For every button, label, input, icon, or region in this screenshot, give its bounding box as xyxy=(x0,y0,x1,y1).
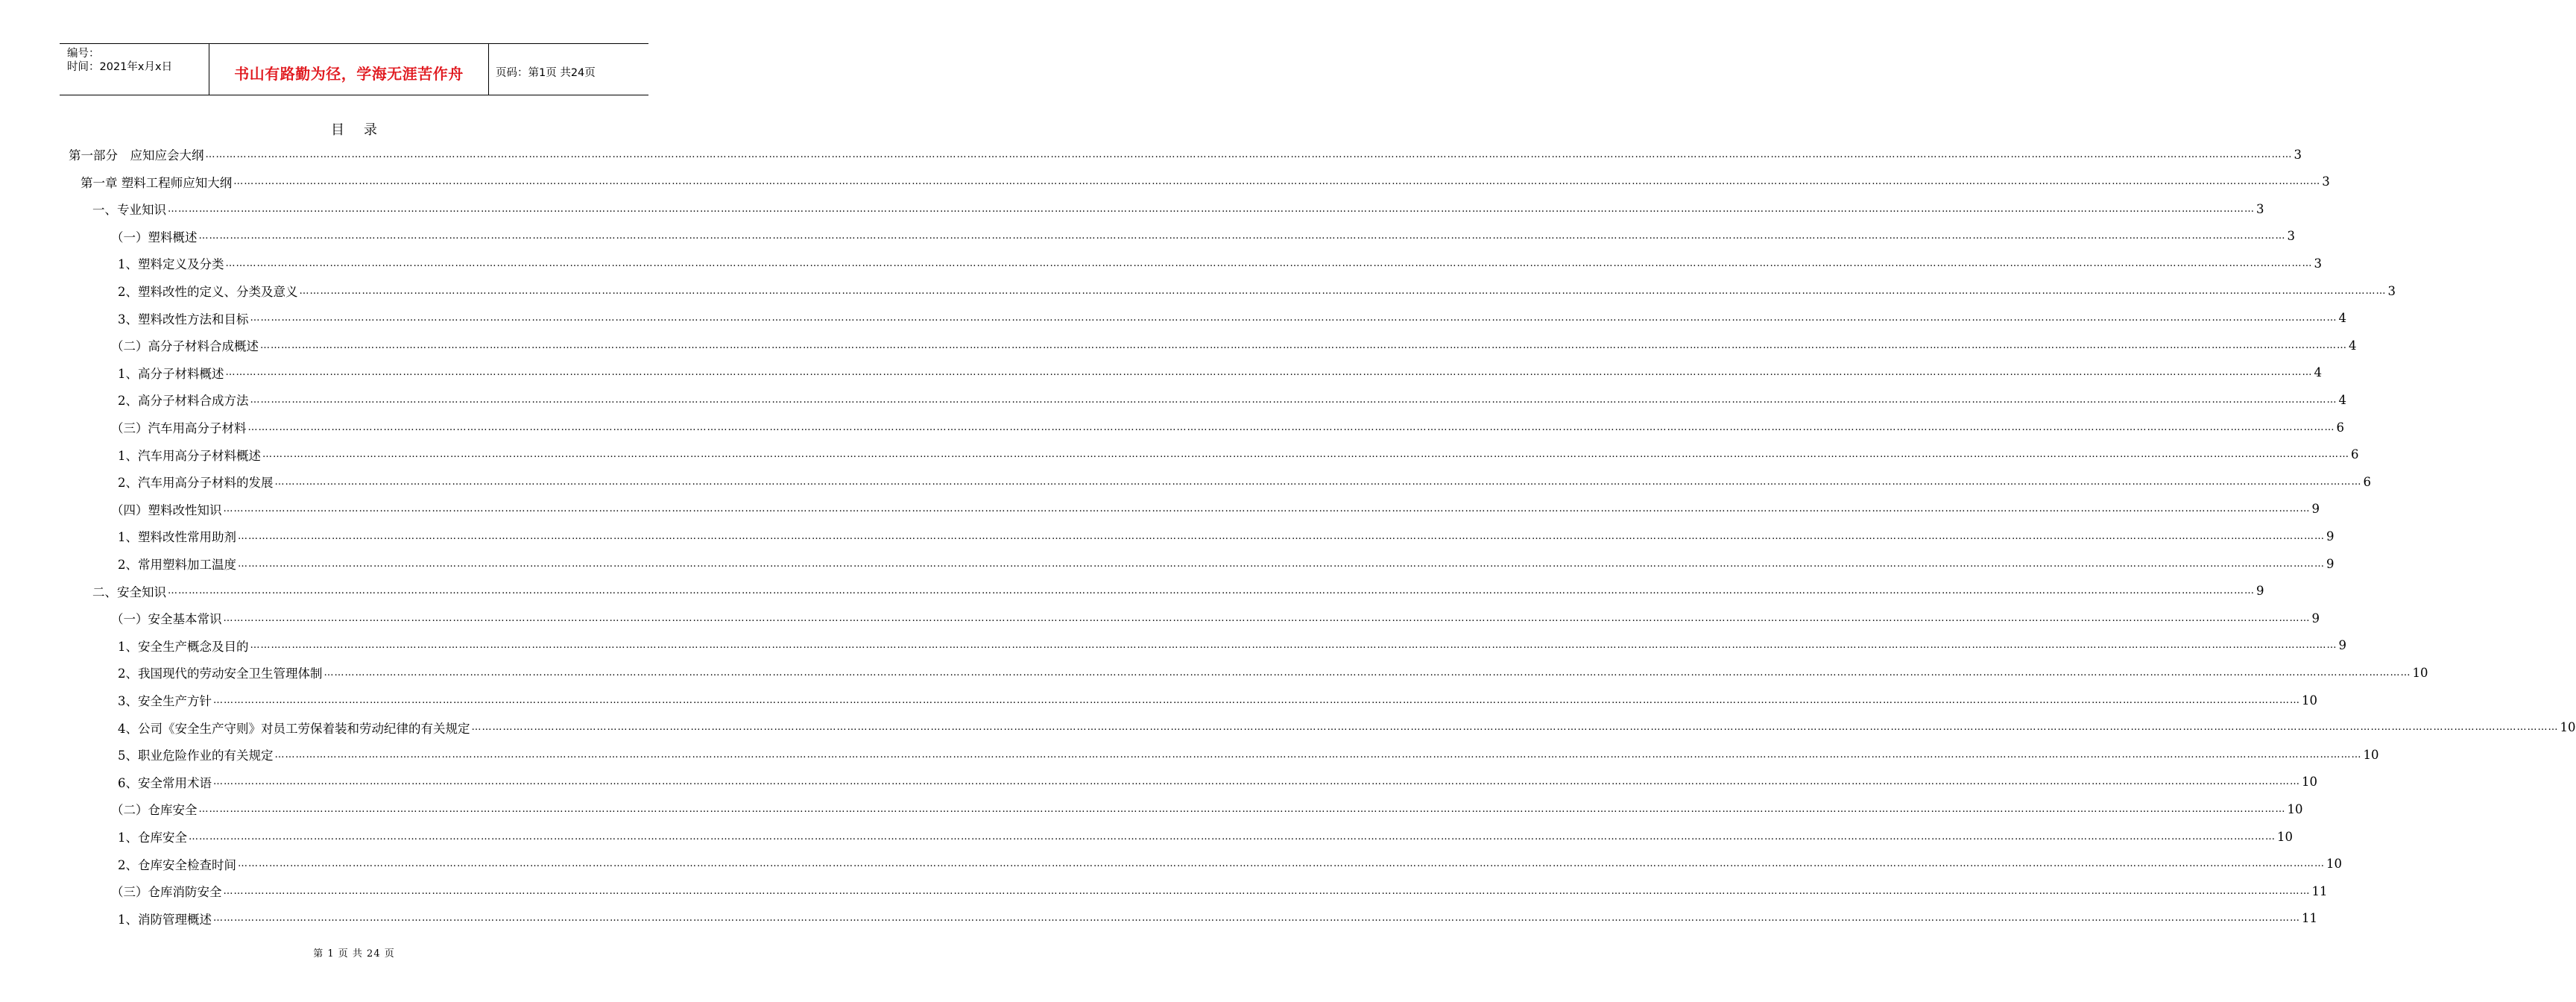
toc-entry-title: 3、塑料改性方法和目标 xyxy=(118,312,249,327)
toc-entry-page: 10 xyxy=(2302,775,2317,790)
header-page-info: 页码：第1页 共24页 xyxy=(496,67,596,79)
toc-entry-title: 2、塑料改性的定义、分类及意义 xyxy=(118,285,298,299)
toc-entry-page: 11 xyxy=(2302,911,2317,926)
toc-entry[interactable] xyxy=(111,607,2320,629)
toc-entry[interactable] xyxy=(118,470,2371,493)
toc-entry-title: 1、塑料定义及分类 xyxy=(118,257,224,272)
toc-entry-page: 6 xyxy=(2336,420,2344,435)
toc-entry[interactable] xyxy=(118,743,2379,766)
toc-leader-dots: …………………………………………………………………………………………………………………………………………………………………………………………………………………………………………………………………………………………………………………………………………………………………………………………………………………………………………………………………………………………………………………………………………………… xyxy=(238,558,2325,570)
toc-entry-title: 1、消防管理概述 xyxy=(118,912,212,927)
toc-entry-page: 10 xyxy=(2326,857,2342,872)
toc-entry-page: 9 xyxy=(2311,611,2320,626)
toc-entry-title: 4、公司《安全生产守则》对员工劳保着装和劳动纪律的有关规定 xyxy=(118,721,470,736)
toc-entry-title: 3、安全生产方针 xyxy=(118,694,212,708)
toc-title: 目录 xyxy=(331,122,397,138)
toc-entry-title: （二）仓库安全 xyxy=(111,803,198,818)
toc-entry-page: 4 xyxy=(2349,338,2357,353)
toc-entry[interactable] xyxy=(118,307,2346,330)
toc-entry-title: （四）塑料改性知识 xyxy=(111,502,222,517)
toc-leader-dots: …………………………………………………………………………………………………………………………………………………………………………………………………………………………………………………………………………………………………………………………………………………………………………………………………………………………………………………………………………………………………………………………………………………… xyxy=(323,667,2411,678)
toc-leader-dots: …………………………………………………………………………………………………………………………………………………………………………………………………………………………………………………………………………………………………………………………………………………………………………………………………………………………………………………………………………………………………………………………………………………… xyxy=(247,421,2335,433)
toc-entry-title: 2、高分子材料合成方法 xyxy=(118,394,249,409)
toc-leader-dots: …………………………………………………………………………………………………………………………………………………………………………………………………………………………………………………………………………………………………………………………………………………………………………………………………………………………………………………………………………………………………………………………………………………… xyxy=(250,640,2337,652)
toc-entry-page: 10 xyxy=(2560,720,2576,735)
header-page-cell xyxy=(488,44,648,95)
toc-entry[interactable] xyxy=(118,362,2322,384)
toc-entry-title: （一）安全基本常识 xyxy=(111,612,222,627)
toc-leader-dots: …………………………………………………………………………………………………………………………………………………………………………………………………………………………………………………………………………………………………………………………………………………………………………………………………………………………………………………………………………………………………………………………………………………… xyxy=(225,257,2313,269)
header-motto: 书山有路勤为径，学海无涯苦作舟 xyxy=(234,65,464,83)
toc-entry-title: 2、仓库安全检查时间 xyxy=(118,857,236,872)
toc-leader-dots: …………………………………………………………………………………………………………………………………………………………………………………………………………………………………………………………………………………………………………………………………………………………………………………………………………………………………………………………………………………………………………………………………………………… xyxy=(233,176,2321,188)
toc-entry-title: 1、仓库安全 xyxy=(118,831,187,845)
toc-entry[interactable] xyxy=(92,198,2264,220)
document-header xyxy=(60,43,648,95)
toc-leader-dots: …………………………………………………………………………………………………………………………………………………………………………………………………………………………………………………………………………………………………………………………………………………………………………………………………………………………………………………………………………………………………………………………………………………… xyxy=(213,913,2300,924)
toc-entry[interactable] xyxy=(111,225,2295,248)
toc-entry-page: 6 xyxy=(2363,474,2371,489)
toc-entry-page: 10 xyxy=(2302,693,2317,708)
toc-entry-page: 3 xyxy=(2387,283,2396,298)
toc-entry[interactable] xyxy=(118,689,2317,711)
toc-entry[interactable] xyxy=(111,880,2328,902)
toc-leader-dots: …………………………………………………………………………………………………………………………………………………………………………………………………………………………………………………………………………………………………………………………………………………………………………………………………………………………………………………………………………………………………………………………………………………… xyxy=(274,476,2362,488)
toc-entry-title: 2、我国现代的劳动安全卫生管理体制 xyxy=(118,667,323,681)
toc-entry[interactable] xyxy=(118,634,2346,657)
toc-entry-page: 9 xyxy=(2326,556,2334,571)
toc-entry-page: 10 xyxy=(2363,747,2379,762)
toc-entry-title: （一）塑料概述 xyxy=(111,230,198,245)
toc-entry[interactable] xyxy=(111,334,2357,356)
toc-entry-page: 3 xyxy=(2256,201,2264,216)
toc-entry-page: 10 xyxy=(2277,829,2293,844)
toc-entry-title: 6、安全常用术语 xyxy=(118,775,212,790)
toc-leader-dots: …………………………………………………………………………………………………………………………………………………………………………………………………………………………………………………………………………………………………………………………………………………………………………………………………………………………………………………………………………………………………………………………………………………… xyxy=(168,585,2255,597)
toc-entry-title: 5、职业危险作业的有关规定 xyxy=(118,749,274,763)
toc-entry[interactable] xyxy=(118,525,2334,547)
toc-entry-page: 11 xyxy=(2311,883,2328,898)
toc-entry[interactable] xyxy=(118,853,2342,875)
toc-entry-title: 1、安全生产概念及目的 xyxy=(118,639,249,654)
toc-leader-dots: …………………………………………………………………………………………………………………………………………………………………………………………………………………………………………………………………………………………………………………………………………………………………………………………………………………………………………………………………………………………………………………………………………………… xyxy=(260,339,2347,351)
toc-entry-page: 3 xyxy=(2287,229,2295,244)
toc-leader-dots: …………………………………………………………………………………………………………………………………………………………………………………………………………………………………………………………………………………………………………………………………………………………………………………………………………………………………………………………………………………………………………………………………………………… xyxy=(471,722,2559,734)
toc-entry-page: 3 xyxy=(2294,147,2302,162)
toc-entry-page: 10 xyxy=(2287,801,2303,816)
toc-leader-dots: …………………………………………………………………………………………………………………………………………………………………………………………………………………………………………………………………………………………………………………………………………………………………………………………………………………………………………………………………………………………………………………………………………………… xyxy=(250,394,2337,406)
toc-entry[interactable] xyxy=(118,716,2576,739)
toc-entry-title: 1、塑料改性常用助剂 xyxy=(118,530,236,545)
toc-entry-title: 1、汽车用高分子材料概述 xyxy=(118,448,261,463)
toc-entry-title: 1、高分子材料概述 xyxy=(118,366,224,381)
toc-leader-dots: …………………………………………………………………………………………………………………………………………………………………………………………………………………………………………………………………………………………………………………………………………………………………………………………………………………………………………………………………………………………………………………………………………………… xyxy=(223,612,2311,624)
toc-leader-dots: …………………………………………………………………………………………………………………………………………………………………………………………………………………………………………………………………………………………………………………………………………………………………………………………………………………………………………………………………………………………………………………………………………………… xyxy=(213,776,2300,788)
toc-leader-dots: …………………………………………………………………………………………………………………………………………………………………………………………………………………………………………………………………………………………………………………………………………………………………………………………………………………………………………………………………………………………………………………………………………………… xyxy=(238,858,2325,870)
toc-leader-dots: …………………………………………………………………………………………………………………………………………………………………………………………………………………………………………………………………………………………………………………………………………………………………………………………………………………………………………………………………………………………………………………………………………………… xyxy=(198,230,2286,242)
toc-entry[interactable] xyxy=(118,444,2359,466)
toc-entry[interactable] xyxy=(118,825,2293,848)
toc-entry[interactable] xyxy=(118,252,2322,274)
toc-entry-title: 二、安全知识 xyxy=(92,584,166,599)
toc-entry[interactable] xyxy=(118,661,2428,684)
toc-entry-title: 第一章 塑料工程师应知大纲 xyxy=(80,175,233,190)
toc-entry-page: 4 xyxy=(2338,392,2346,407)
toc-leader-dots: …………………………………………………………………………………………………………………………………………………………………………………………………………………………………………………………………………………………………………………………………………………………………………………………………………………………………………………………………………………………………………………………………………………… xyxy=(223,885,2311,897)
toc-entry-page: 3 xyxy=(2322,174,2330,189)
toc-leader-dots: …………………………………………………………………………………………………………………………………………………………………………………………………………………………………………………………………………………………………………………………………………………………………………………………………………………………………………………………………………………………………………………………………………………… xyxy=(274,749,2362,760)
toc-entry[interactable] xyxy=(118,907,2317,930)
toc-leader-dots: …………………………………………………………………………………………………………………………………………………………………………………………………………………………………………………………………………………………………………………………………………………………………………………………………………………………………………………………………………………………………………………………………………………… xyxy=(238,530,2325,542)
toc-entry-page: 10 xyxy=(2412,665,2428,680)
toc-entry-title: （二）高分子材料合成概述 xyxy=(111,339,259,354)
toc-entry-page: 3 xyxy=(2314,256,2322,271)
document-date: 时间：2021年x月x日 xyxy=(67,61,173,73)
toc-leader-dots: …………………………………………………………………………………………………………………………………………………………………………………………………………………………………………………………………………………………………………………………………………………………………………………………………………………………………………………………………………………………………………………………………………………… xyxy=(168,203,2255,215)
toc-entry-page: 9 xyxy=(2338,638,2346,653)
toc-entry[interactable] xyxy=(118,388,2346,411)
toc-entry[interactable] xyxy=(92,580,2264,602)
toc-entry-title: 2、常用塑料加工温度 xyxy=(118,558,236,572)
toc-entry-title: 一、专业知识 xyxy=(92,203,166,218)
toc-entry-page: 4 xyxy=(2338,311,2346,326)
page-footer: 第 1 页 共 24 页 xyxy=(313,948,395,960)
header-left-cell xyxy=(60,44,209,95)
toc-leader-dots: …………………………………………………………………………………………………………………………………………………………………………………………………………………………………………………………………………………………………………………………………………………………………………………………………………………………………………………………………………………………………………………………………………………… xyxy=(250,312,2337,324)
toc-entry-title: 第一部分 应知应会大纲 xyxy=(69,148,204,163)
toc-entry[interactable] xyxy=(111,416,2344,438)
toc-leader-dots: …………………………………………………………………………………………………………………………………………………………………………………………………………………………………………………………………………………………………………………………………………………………………………………………………………………………………………………………………………………………………………………………………………………… xyxy=(213,694,2300,706)
toc-entry[interactable] xyxy=(111,498,2320,520)
document-number-label: 编号： xyxy=(67,48,100,60)
toc-leader-dots: …………………………………………………………………………………………………………………………………………………………………………………………………………………………………………………………………………………………………………………………………………………………………………………………………………………………………………………………………………………………………………………………………………………… xyxy=(205,148,2293,160)
toc-leader-dots: …………………………………………………………………………………………………………………………………………………………………………………………………………………………………………………………………………………………………………………………………………………………………………………………………………………………………………………………………………………………………………………………………………………… xyxy=(223,503,2311,515)
toc-leader-dots: …………………………………………………………………………………………………………………………………………………………………………………………………………………………………………………………………………………………………………………………………………………………………………………………………………………………………………………………………………………………………………………………………………………… xyxy=(262,449,2349,461)
toc-leader-dots: …………………………………………………………………………………………………………………………………………………………………………………………………………………………………………………………………………………………………………………………………………………………………………………………………………………………………………………………………………………………………………………………………………………… xyxy=(198,803,2286,815)
toc-entry[interactable] xyxy=(118,280,2396,302)
toc-leader-dots: …………………………………………………………………………………………………………………………………………………………………………………………………………………………………………………………………………………………………………………………………………………………………………………………………………………………………………………………………………………………………………………………………………………… xyxy=(189,831,2276,842)
toc-entry[interactable] xyxy=(69,143,2302,166)
toc-entry-page: 6 xyxy=(2351,447,2359,462)
toc-leader-dots: …………………………………………………………………………………………………………………………………………………………………………………………………………………………………………………………………………………………………………………………………………………………………………………………………………………………………………………………………………………………………………………………………………………… xyxy=(225,367,2313,379)
toc-entry[interactable] xyxy=(118,771,2317,793)
toc-entry-title: （三）汽车用高分子材料 xyxy=(111,421,247,435)
toc-entry-title: （三）仓库消防安全 xyxy=(111,885,222,900)
toc-entry-page: 9 xyxy=(2326,529,2334,543)
toc-entry-page: 9 xyxy=(2311,502,2320,517)
toc-entry-title: 2、汽车用高分子材料的发展 xyxy=(118,476,274,491)
header-motto-cell xyxy=(209,44,489,95)
toc-entry-page: 4 xyxy=(2314,365,2322,380)
toc-entry-page: 9 xyxy=(2256,584,2264,599)
toc-leader-dots: …………………………………………………………………………………………………………………………………………………………………………………………………………………………………………………………………………………………………………………………………………………………………………………………………………………………………………………………………………………………………………………………………………………… xyxy=(299,285,2387,297)
toc-entry[interactable] xyxy=(80,171,2330,193)
toc-entry[interactable] xyxy=(118,552,2334,575)
toc-entry[interactable] xyxy=(111,798,2303,820)
